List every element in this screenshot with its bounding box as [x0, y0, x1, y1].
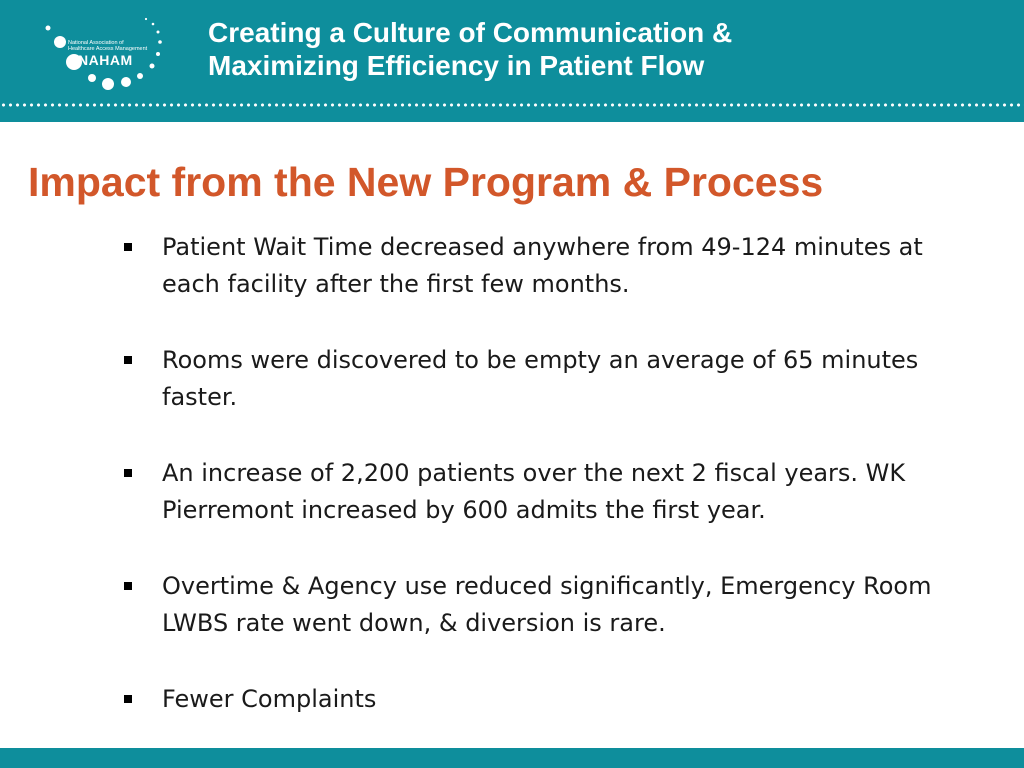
bullet-text: Rooms were discovered to be empty an average of 65 minutes faster. — [162, 346, 919, 411]
dotted-divider — [0, 102, 1024, 108]
bullet-item — [124, 568, 964, 642]
header-title — [208, 16, 988, 82]
square-bullet-icon — [124, 695, 132, 703]
footer-bar — [0, 748, 1024, 768]
square-bullet-icon — [124, 582, 132, 590]
bullet-item — [124, 229, 964, 303]
logo-org-name — [68, 40, 178, 52]
square-bullet-icon — [124, 356, 132, 364]
header-title-line1: Creating a Culture of Communication & — [208, 17, 733, 48]
bullet-item — [124, 342, 964, 416]
bullet-text: Patient Wait Time decreased anywhere from 49-124 minutes at each facility after the first few months. — [162, 233, 923, 298]
bullet-text: Overtime & Agency use reduced significantly, Emergency Room LWBS rate went down, & diversion is rare. — [162, 572, 932, 637]
header-bar — [0, 0, 1024, 122]
bullet-text: Fewer Complaints — [162, 685, 377, 713]
header-title-line2: Maximizing Efficiency in Patient Flow — [208, 50, 705, 81]
slide-title: Impact from the New Program & Process — [28, 159, 824, 205]
logo-org-line1: National Association of — [68, 40, 124, 46]
square-bullet-icon — [124, 243, 132, 251]
square-bullet-icon — [124, 469, 132, 477]
bullet-text: An increase of 2,200 patients over the next 2 fiscal years. WK Pierremont increased by 600 admits the first year. — [162, 459, 906, 524]
bullet-list — [124, 229, 964, 757]
logo-wordmark: NAHAM — [78, 52, 133, 68]
bullet-item — [124, 681, 964, 718]
logo-org-line2: Healthcare Access Management — [68, 46, 148, 52]
bullet-item — [124, 455, 964, 529]
naham-logo — [40, 14, 190, 94]
